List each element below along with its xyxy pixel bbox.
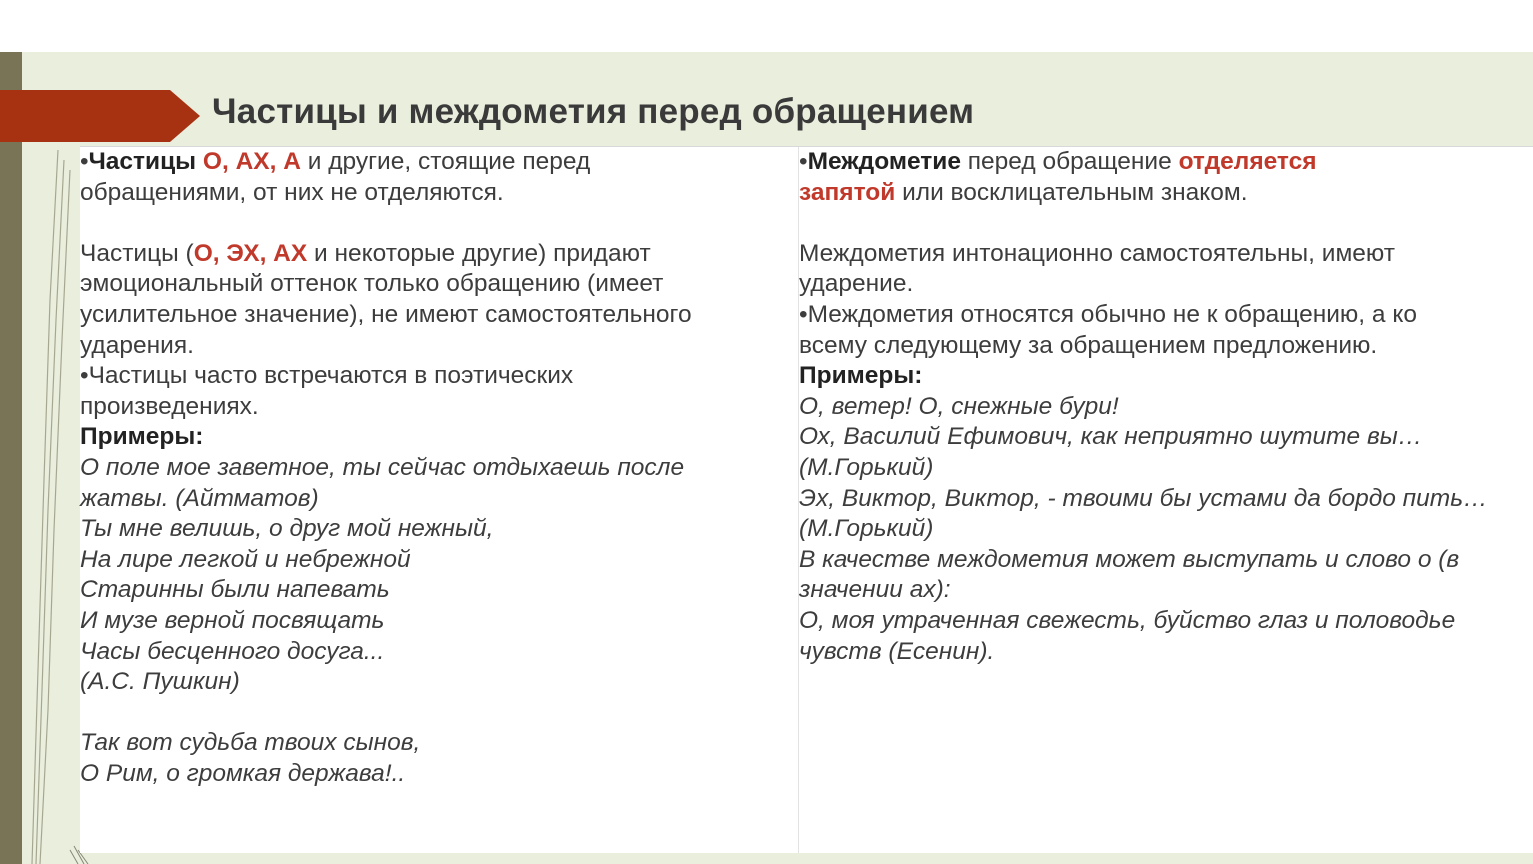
text-line: Междометия интонационно самостоятельны, имеют bbox=[799, 239, 1395, 267]
example-line bbox=[80, 453, 798, 484]
example-line bbox=[80, 728, 798, 759]
example-line bbox=[80, 575, 798, 606]
example-text: (М.Горький) bbox=[799, 453, 934, 481]
text-line: ударение. bbox=[799, 270, 914, 298]
example-line bbox=[80, 759, 798, 790]
example-text: Старинны были напевать bbox=[80, 576, 390, 604]
example-line bbox=[799, 606, 1533, 637]
examples-label-text: Примеры: bbox=[80, 423, 204, 451]
example-line bbox=[799, 422, 1533, 453]
text-line: всему следующему за обращением предложению. bbox=[799, 331, 1378, 359]
text-fragment: или восклицательным знаком. bbox=[895, 178, 1248, 206]
example-text: жатвы. (Айтматов) bbox=[80, 484, 319, 512]
text-fragment: и некоторые другие) придают bbox=[307, 239, 651, 267]
example-text: И музе верной посвящать bbox=[80, 606, 385, 634]
example-line bbox=[799, 392, 1533, 423]
text-line: эмоциональный оттенок только обращению (имеет bbox=[80, 270, 664, 298]
example-text: Часы бесценного досуга... bbox=[80, 637, 385, 665]
slide-title: Частицы и междометия перед обращением bbox=[212, 92, 975, 131]
interjection-term: Междометие bbox=[807, 148, 961, 175]
example-text: Так вот судьба твоих сынов, bbox=[80, 729, 421, 757]
example-line bbox=[80, 637, 798, 668]
example-text: О, ветер! О, снежные бури! bbox=[799, 392, 1119, 420]
text-line: •Частицы часто встречаются в поэтических bbox=[80, 362, 574, 390]
text-line: ударения. bbox=[80, 331, 194, 359]
content-table bbox=[80, 146, 1533, 853]
text-fragment: перед обращение bbox=[960, 148, 1179, 175]
comma-highlight: запятой bbox=[799, 178, 896, 206]
example-line bbox=[80, 545, 798, 576]
bullet: • bbox=[799, 148, 808, 175]
example-text: чувств (Есенин). bbox=[799, 637, 995, 665]
example-text: (А.С. Пушкин) bbox=[80, 668, 240, 696]
example-line bbox=[799, 453, 1533, 484]
example-text: Ты мне велишь, о друг мой нежный, bbox=[80, 515, 494, 543]
example-line bbox=[799, 484, 1533, 515]
spacer bbox=[80, 208, 798, 239]
particles-term: Частицы bbox=[88, 148, 197, 175]
example-line bbox=[799, 514, 1533, 545]
example-line bbox=[80, 514, 798, 545]
example-text: В качестве междометия может выступать и слово о (в bbox=[799, 545, 1460, 573]
title-arrow-shape bbox=[0, 90, 200, 142]
example-text: значении ах): bbox=[799, 576, 951, 604]
right-column bbox=[799, 147, 1533, 853]
examples-label bbox=[799, 361, 1533, 392]
text-line: произведениях. bbox=[80, 392, 259, 420]
example-line bbox=[80, 667, 798, 698]
example-line bbox=[799, 637, 1533, 668]
example-line bbox=[80, 606, 798, 637]
example-text: О, моя утраченная свежесть, буйство глаз и половодье bbox=[799, 606, 1456, 634]
text-fragment: и другие, стоящие перед bbox=[300, 148, 591, 175]
examples-label-text: Примеры: bbox=[799, 362, 923, 390]
example-text: На лире легкой и небрежной bbox=[80, 545, 411, 573]
particles-list: О, АХ, А bbox=[196, 148, 301, 175]
particles-list-2: О, ЭХ, АХ bbox=[193, 239, 308, 267]
separated-highlight: отделяется bbox=[1178, 148, 1317, 175]
example-line bbox=[799, 575, 1533, 606]
example-text: Эх, Виктор, Виктор, - твоими бы устами да бордо пить… bbox=[799, 484, 1488, 512]
text-line: •Междометия относятся обычно не к обращению, а ко bbox=[799, 300, 1417, 328]
text-line: усилительное значение), не имеют самостоятельного bbox=[80, 300, 692, 328]
example-line bbox=[80, 484, 798, 515]
spacer bbox=[799, 208, 1533, 239]
left-column bbox=[80, 147, 799, 853]
left-paragraph-2-line-1 bbox=[80, 239, 798, 270]
examples-label bbox=[80, 422, 798, 453]
left-stripe bbox=[0, 52, 22, 864]
spacer bbox=[80, 698, 798, 729]
right-paragraph-1-line-2 bbox=[799, 178, 1533, 209]
text-line: обращениями, от них не отделяются. bbox=[80, 178, 504, 206]
example-text: О Рим, о громкая держава!.. bbox=[80, 759, 406, 787]
right-paragraph-1-line-1 bbox=[799, 147, 1533, 178]
example-text: (М.Горький) bbox=[799, 515, 934, 543]
example-text: О поле мое заветное, ты сейчас отдыхаешь после bbox=[80, 453, 685, 481]
left-paragraph-1-line-1 bbox=[80, 147, 798, 178]
bullet: • bbox=[80, 148, 89, 175]
example-line bbox=[799, 545, 1533, 576]
example-text: Ох, Василий Ефимович, как неприятно шутите вы… bbox=[799, 423, 1423, 451]
text-fragment: Частицы ( bbox=[80, 239, 194, 267]
